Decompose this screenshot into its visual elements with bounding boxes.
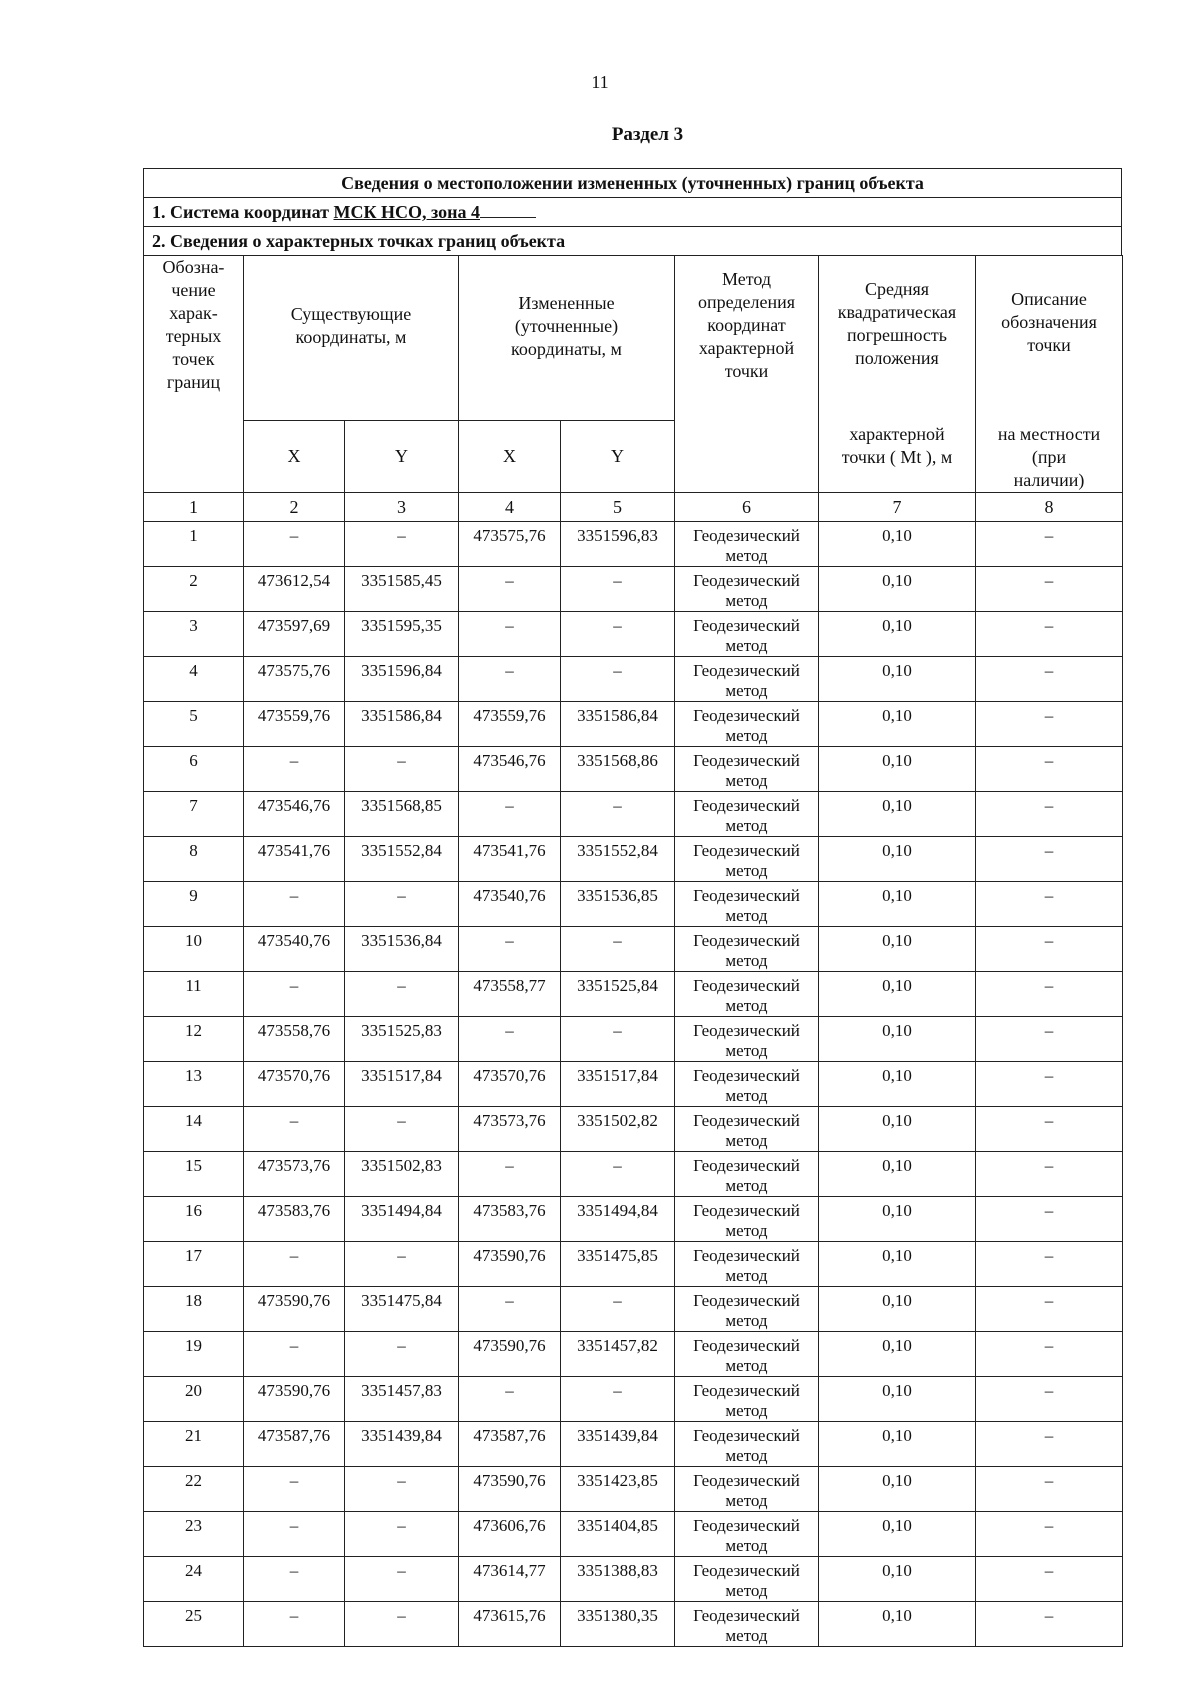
existing-x-cell: –	[244, 1556, 345, 1601]
existing-x-cell: 473540,76	[244, 926, 345, 971]
existing-y-cell: –	[345, 1106, 459, 1151]
changed-y-cell: –	[561, 926, 675, 971]
changed-x-cell: 473606,76	[459, 1511, 561, 1556]
description-cell: –	[976, 746, 1123, 791]
existing-x-cell: –	[244, 521, 345, 566]
point-number-cell: 13	[144, 1061, 244, 1106]
changed-y-cell: –	[561, 1376, 675, 1421]
method-cell: Геодезический метод	[675, 1376, 819, 1421]
existing-y-cell: –	[345, 881, 459, 926]
table-row	[144, 566, 1123, 611]
changed-y-cell: 3351494,84	[561, 1196, 675, 1241]
changed-x-cell: 473583,76	[459, 1196, 561, 1241]
mean-error-cell: 0,10	[819, 881, 976, 926]
coordinate-system-line	[143, 197, 1122, 226]
existing-y-cell: 3351517,84	[345, 1061, 459, 1106]
changed-y-cell: 3351388,83	[561, 1556, 675, 1601]
mean-error-cell: 0,10	[819, 1331, 976, 1376]
point-number-cell: 1	[144, 521, 244, 566]
mean-error-cell: 0,10	[819, 1376, 976, 1421]
existing-y-cell: 3351585,45	[345, 566, 459, 611]
existing-x-cell: 473597,69	[244, 611, 345, 656]
changed-x-cell: 473575,76	[459, 521, 561, 566]
changed-x-cell: 473540,76	[459, 881, 561, 926]
existing-y-cell: –	[345, 1241, 459, 1286]
changed-x-cell: 473570,76	[459, 1061, 561, 1106]
existing-y-cell: 3351439,84	[345, 1421, 459, 1466]
existing-x-cell: 473541,76	[244, 836, 345, 881]
description-cell: –	[976, 971, 1123, 1016]
description-cell: –	[976, 656, 1123, 701]
method-cell: Геодезический метод	[675, 1151, 819, 1196]
mean-error-cell: 0,10	[819, 1151, 976, 1196]
existing-y-cell: 3351596,84	[345, 656, 459, 701]
method-cell: Геодезический метод	[675, 1286, 819, 1331]
changed-x-cell: 473614,77	[459, 1556, 561, 1601]
description-cell: –	[976, 1511, 1123, 1556]
description-cell: –	[976, 1556, 1123, 1601]
table-row	[144, 1151, 1123, 1196]
header-point-designation: Обозна- чение харак- терных точек границ	[144, 256, 244, 493]
existing-x-cell: 473583,76	[244, 1196, 345, 1241]
existing-y-cell: 3351475,84	[345, 1286, 459, 1331]
changed-y-cell: 3351404,85	[561, 1511, 675, 1556]
column-number-row	[144, 492, 1123, 521]
boundary-document	[143, 168, 1122, 1647]
header-row-top	[144, 256, 1123, 421]
existing-x-cell: 473546,76	[244, 791, 345, 836]
mean-error-cell: 0,10	[819, 746, 976, 791]
changed-x-cell: –	[459, 1376, 561, 1421]
point-number-cell: 16	[144, 1196, 244, 1241]
description-cell: –	[976, 1241, 1123, 1286]
header-changed-x: X	[459, 421, 561, 493]
point-number-cell: 9	[144, 881, 244, 926]
changed-y-cell: 3351525,84	[561, 971, 675, 1016]
description-cell: –	[976, 881, 1123, 926]
changed-y-cell: 3351517,84	[561, 1061, 675, 1106]
changed-y-cell: –	[561, 566, 675, 611]
header-existing-y: Y	[345, 421, 459, 493]
method-cell: Геодезический метод	[675, 1466, 819, 1511]
method-cell: Геодезический метод	[675, 1511, 819, 1556]
changed-y-cell: 3351536,85	[561, 881, 675, 926]
changed-x-cell: 473546,76	[459, 746, 561, 791]
point-number-cell: 10	[144, 926, 244, 971]
table-row	[144, 1016, 1123, 1061]
method-cell: Геодезический метод	[675, 971, 819, 1016]
existing-x-cell: 473587,76	[244, 1421, 345, 1466]
table-row	[144, 1241, 1123, 1286]
column-number-1: 1	[144, 492, 244, 521]
description-cell: –	[976, 701, 1123, 746]
changed-y-cell: 3351596,83	[561, 521, 675, 566]
mean-error-cell: 0,10	[819, 1016, 976, 1061]
existing-y-cell: –	[345, 1466, 459, 1511]
page-number: 11	[591, 72, 609, 92]
existing-x-cell: 473590,76	[244, 1376, 345, 1421]
mean-error-cell: 0,10	[819, 1511, 976, 1556]
existing-y-cell: 3351568,85	[345, 791, 459, 836]
method-cell: Геодезический метод	[675, 1421, 819, 1466]
changed-y-cell: 3351552,84	[561, 836, 675, 881]
header-description-top: Описание обозначения точки	[976, 256, 1123, 421]
coordinate-system-value: МСК НСО, зона 4	[333, 202, 481, 222]
existing-x-cell: –	[244, 1106, 345, 1151]
changed-x-cell: 473590,76	[459, 1466, 561, 1511]
existing-x-cell: –	[244, 971, 345, 1016]
description-cell: –	[976, 1196, 1123, 1241]
existing-x-cell: 473570,76	[244, 1061, 345, 1106]
method-cell: Геодезический метод	[675, 521, 819, 566]
changed-y-cell: –	[561, 1151, 675, 1196]
table-row	[144, 971, 1123, 1016]
existing-y-cell: 3351502,83	[345, 1151, 459, 1196]
method-cell: Геодезический метод	[675, 1601, 819, 1646]
table-row	[144, 1376, 1123, 1421]
changed-x-cell: 473590,76	[459, 1331, 561, 1376]
point-number-cell: 24	[144, 1556, 244, 1601]
point-number-cell: 5	[144, 701, 244, 746]
description-cell: –	[976, 926, 1123, 971]
changed-y-cell: 3351439,84	[561, 1421, 675, 1466]
point-number-cell: 19	[144, 1331, 244, 1376]
method-cell: Геодезический метод	[675, 1061, 819, 1106]
method-cell: Геодезический метод	[675, 881, 819, 926]
point-number-cell: 21	[144, 1421, 244, 1466]
method-cell: Геодезический метод	[675, 1106, 819, 1151]
existing-y-cell: 3351536,84	[345, 926, 459, 971]
method-cell: Геодезический метод	[675, 566, 819, 611]
header-description-bottom: на местности (при наличии)	[976, 421, 1123, 493]
changed-x-cell: –	[459, 611, 561, 656]
existing-x-cell: 473559,76	[244, 701, 345, 746]
point-number-cell: 18	[144, 1286, 244, 1331]
column-number-6: 6	[675, 492, 819, 521]
changed-y-cell: –	[561, 611, 675, 656]
table-row	[144, 791, 1123, 836]
existing-x-cell: –	[244, 1601, 345, 1646]
section-title: Раздел 3	[611, 124, 684, 145]
changed-x-cell: 473587,76	[459, 1421, 561, 1466]
mean-error-cell: 0,10	[819, 701, 976, 746]
point-number-cell: 2	[144, 566, 244, 611]
changed-x-cell: –	[459, 1016, 561, 1061]
header-row-bottom	[144, 421, 1123, 493]
method-cell: Геодезический метод	[675, 656, 819, 701]
existing-x-cell: 473573,76	[244, 1151, 345, 1196]
header-changed-y: Y	[561, 421, 675, 493]
mean-error-cell: 0,10	[819, 926, 976, 971]
changed-y-cell: 3351568,86	[561, 746, 675, 791]
description-cell: –	[976, 836, 1123, 881]
table-row	[144, 1421, 1123, 1466]
existing-x-cell: –	[244, 1331, 345, 1376]
table-row	[144, 1331, 1123, 1376]
existing-x-cell: –	[244, 1511, 345, 1556]
existing-x-cell: –	[244, 1466, 345, 1511]
mean-error-cell: 0,10	[819, 1286, 976, 1331]
table-row	[144, 521, 1123, 566]
coordinate-system-label: 1. Система координат	[152, 202, 334, 222]
changed-x-cell: 473590,76	[459, 1241, 561, 1286]
table-row	[144, 1106, 1123, 1151]
table-body	[144, 256, 1123, 1647]
mean-error-cell: 0,10	[819, 1421, 976, 1466]
mean-error-cell: 0,10	[819, 1196, 976, 1241]
existing-y-cell: 3351552,84	[345, 836, 459, 881]
mean-error-cell: 0,10	[819, 1106, 976, 1151]
changed-x-cell: –	[459, 566, 561, 611]
changed-x-cell: –	[459, 1151, 561, 1196]
description-cell: –	[976, 1151, 1123, 1196]
changed-y-cell: 3351380,35	[561, 1601, 675, 1646]
method-cell: Геодезический метод	[675, 926, 819, 971]
description-cell: –	[976, 521, 1123, 566]
header-existing-coordinates: Существующие координаты, м	[244, 256, 459, 421]
method-cell: Геодезический метод	[675, 836, 819, 881]
changed-y-cell: –	[561, 1016, 675, 1061]
mean-error-cell: 0,10	[819, 1241, 976, 1286]
existing-y-cell: –	[345, 1331, 459, 1376]
existing-y-cell: 3351586,84	[345, 701, 459, 746]
table-row	[144, 1601, 1123, 1646]
mean-error-cell: 0,10	[819, 611, 976, 656]
method-cell: Геодезический метод	[675, 1241, 819, 1286]
changed-x-cell: 473558,77	[459, 971, 561, 1016]
column-number-4: 4	[459, 492, 561, 521]
header-changed-coordinates: Измененные (уточненные) координаты, м	[459, 256, 675, 421]
point-number-cell: 17	[144, 1241, 244, 1286]
table-row	[144, 1511, 1123, 1556]
changed-x-cell: 473615,76	[459, 1601, 561, 1646]
changed-y-cell: 3351586,84	[561, 701, 675, 746]
changed-y-cell: 3351457,82	[561, 1331, 675, 1376]
column-number-7: 7	[819, 492, 976, 521]
existing-x-cell: –	[244, 881, 345, 926]
point-number-cell: 15	[144, 1151, 244, 1196]
point-number-cell: 7	[144, 791, 244, 836]
mean-error-cell: 0,10	[819, 566, 976, 611]
existing-x-cell: 473575,76	[244, 656, 345, 701]
header-method: Метод определения координат характерной точки	[675, 256, 819, 493]
column-number-5: 5	[561, 492, 675, 521]
description-cell: –	[976, 1061, 1123, 1106]
table-row	[144, 836, 1123, 881]
table-row	[144, 1466, 1123, 1511]
column-number-2: 2	[244, 492, 345, 521]
method-cell: Геодезический метод	[675, 1331, 819, 1376]
mean-error-cell: 0,10	[819, 656, 976, 701]
table-row	[144, 926, 1123, 971]
table-row	[144, 1286, 1123, 1331]
point-number-cell: 25	[144, 1601, 244, 1646]
description-cell: –	[976, 566, 1123, 611]
point-number-cell: 3	[144, 611, 244, 656]
existing-x-cell: 473558,76	[244, 1016, 345, 1061]
description-cell: –	[976, 1286, 1123, 1331]
table-row	[144, 611, 1123, 656]
existing-x-cell: 473590,76	[244, 1286, 345, 1331]
header-existing-x: X	[244, 421, 345, 493]
changed-x-cell: –	[459, 656, 561, 701]
point-number-cell: 6	[144, 746, 244, 791]
description-cell: –	[976, 1421, 1123, 1466]
existing-x-cell: 473612,54	[244, 566, 345, 611]
mean-error-cell: 0,10	[819, 1466, 976, 1511]
table-row	[144, 1196, 1123, 1241]
changed-x-cell: –	[459, 791, 561, 836]
mean-error-cell: 0,10	[819, 836, 976, 881]
description-cell: –	[976, 1601, 1123, 1646]
existing-y-cell: 3351457,83	[345, 1376, 459, 1421]
description-cell: –	[976, 791, 1123, 836]
changed-y-cell: –	[561, 791, 675, 836]
column-number-8: 8	[976, 492, 1123, 521]
method-cell: Геодезический метод	[675, 1556, 819, 1601]
existing-y-cell: 3351494,84	[345, 1196, 459, 1241]
point-number-cell: 4	[144, 656, 244, 701]
changed-y-cell: 3351423,85	[561, 1466, 675, 1511]
table-row	[144, 746, 1123, 791]
description-cell: –	[976, 1376, 1123, 1421]
changed-y-cell: –	[561, 1286, 675, 1331]
changed-x-cell: 473559,76	[459, 701, 561, 746]
table-row	[144, 1061, 1123, 1106]
point-number-cell: 20	[144, 1376, 244, 1421]
table-row	[144, 701, 1123, 746]
mean-error-cell: 0,10	[819, 521, 976, 566]
existing-x-cell: –	[244, 1241, 345, 1286]
table-title: Сведения о местоположении измененных (уточненных) границ объекта	[143, 168, 1122, 197]
method-cell: Геодезический метод	[675, 1196, 819, 1241]
existing-y-cell: –	[345, 1556, 459, 1601]
mean-error-cell: 0,10	[819, 1556, 976, 1601]
description-cell: –	[976, 1106, 1123, 1151]
mean-error-cell: 0,10	[819, 1061, 976, 1106]
header-error-bottom: характерной точки ( Mt ), м	[819, 421, 976, 493]
description-cell: –	[976, 1331, 1123, 1376]
points-section-title: 2. Сведения о характерных точках границ объекта	[143, 226, 1122, 255]
existing-y-cell: –	[345, 521, 459, 566]
boundary-points-table	[143, 255, 1123, 1647]
changed-y-cell: 3351475,85	[561, 1241, 675, 1286]
existing-y-cell: –	[345, 971, 459, 1016]
description-cell: –	[976, 1016, 1123, 1061]
changed-x-cell: –	[459, 926, 561, 971]
point-number-cell: 12	[144, 1016, 244, 1061]
changed-x-cell: 473541,76	[459, 836, 561, 881]
underline-blank	[480, 199, 536, 218]
point-number-cell: 23	[144, 1511, 244, 1556]
method-cell: Геодезический метод	[675, 1016, 819, 1061]
method-cell: Геодезический метод	[675, 746, 819, 791]
point-number-cell: 14	[144, 1106, 244, 1151]
table-row	[144, 881, 1123, 926]
table-row	[144, 1556, 1123, 1601]
description-cell: –	[976, 611, 1123, 656]
column-number-3: 3	[345, 492, 459, 521]
header-error-top: Средняя квадратическая погрешность положения	[819, 256, 976, 421]
existing-y-cell: 3351595,35	[345, 611, 459, 656]
changed-x-cell: 473573,76	[459, 1106, 561, 1151]
point-number-cell: 11	[144, 971, 244, 1016]
mean-error-cell: 0,10	[819, 1601, 976, 1646]
changed-y-cell: –	[561, 656, 675, 701]
method-cell: Геодезический метод	[675, 791, 819, 836]
changed-y-cell: 3351502,82	[561, 1106, 675, 1151]
method-cell: Геодезический метод	[675, 701, 819, 746]
point-number-cell: 22	[144, 1466, 244, 1511]
method-cell: Геодезический метод	[675, 611, 819, 656]
changed-x-cell: –	[459, 1286, 561, 1331]
table-row	[144, 656, 1123, 701]
mean-error-cell: 0,10	[819, 971, 976, 1016]
existing-y-cell: –	[345, 746, 459, 791]
existing-x-cell: –	[244, 746, 345, 791]
mean-error-cell: 0,10	[819, 791, 976, 836]
existing-y-cell: –	[345, 1511, 459, 1556]
point-number-cell: 8	[144, 836, 244, 881]
description-cell: –	[976, 1466, 1123, 1511]
existing-y-cell: –	[345, 1601, 459, 1646]
existing-y-cell: 3351525,83	[345, 1016, 459, 1061]
